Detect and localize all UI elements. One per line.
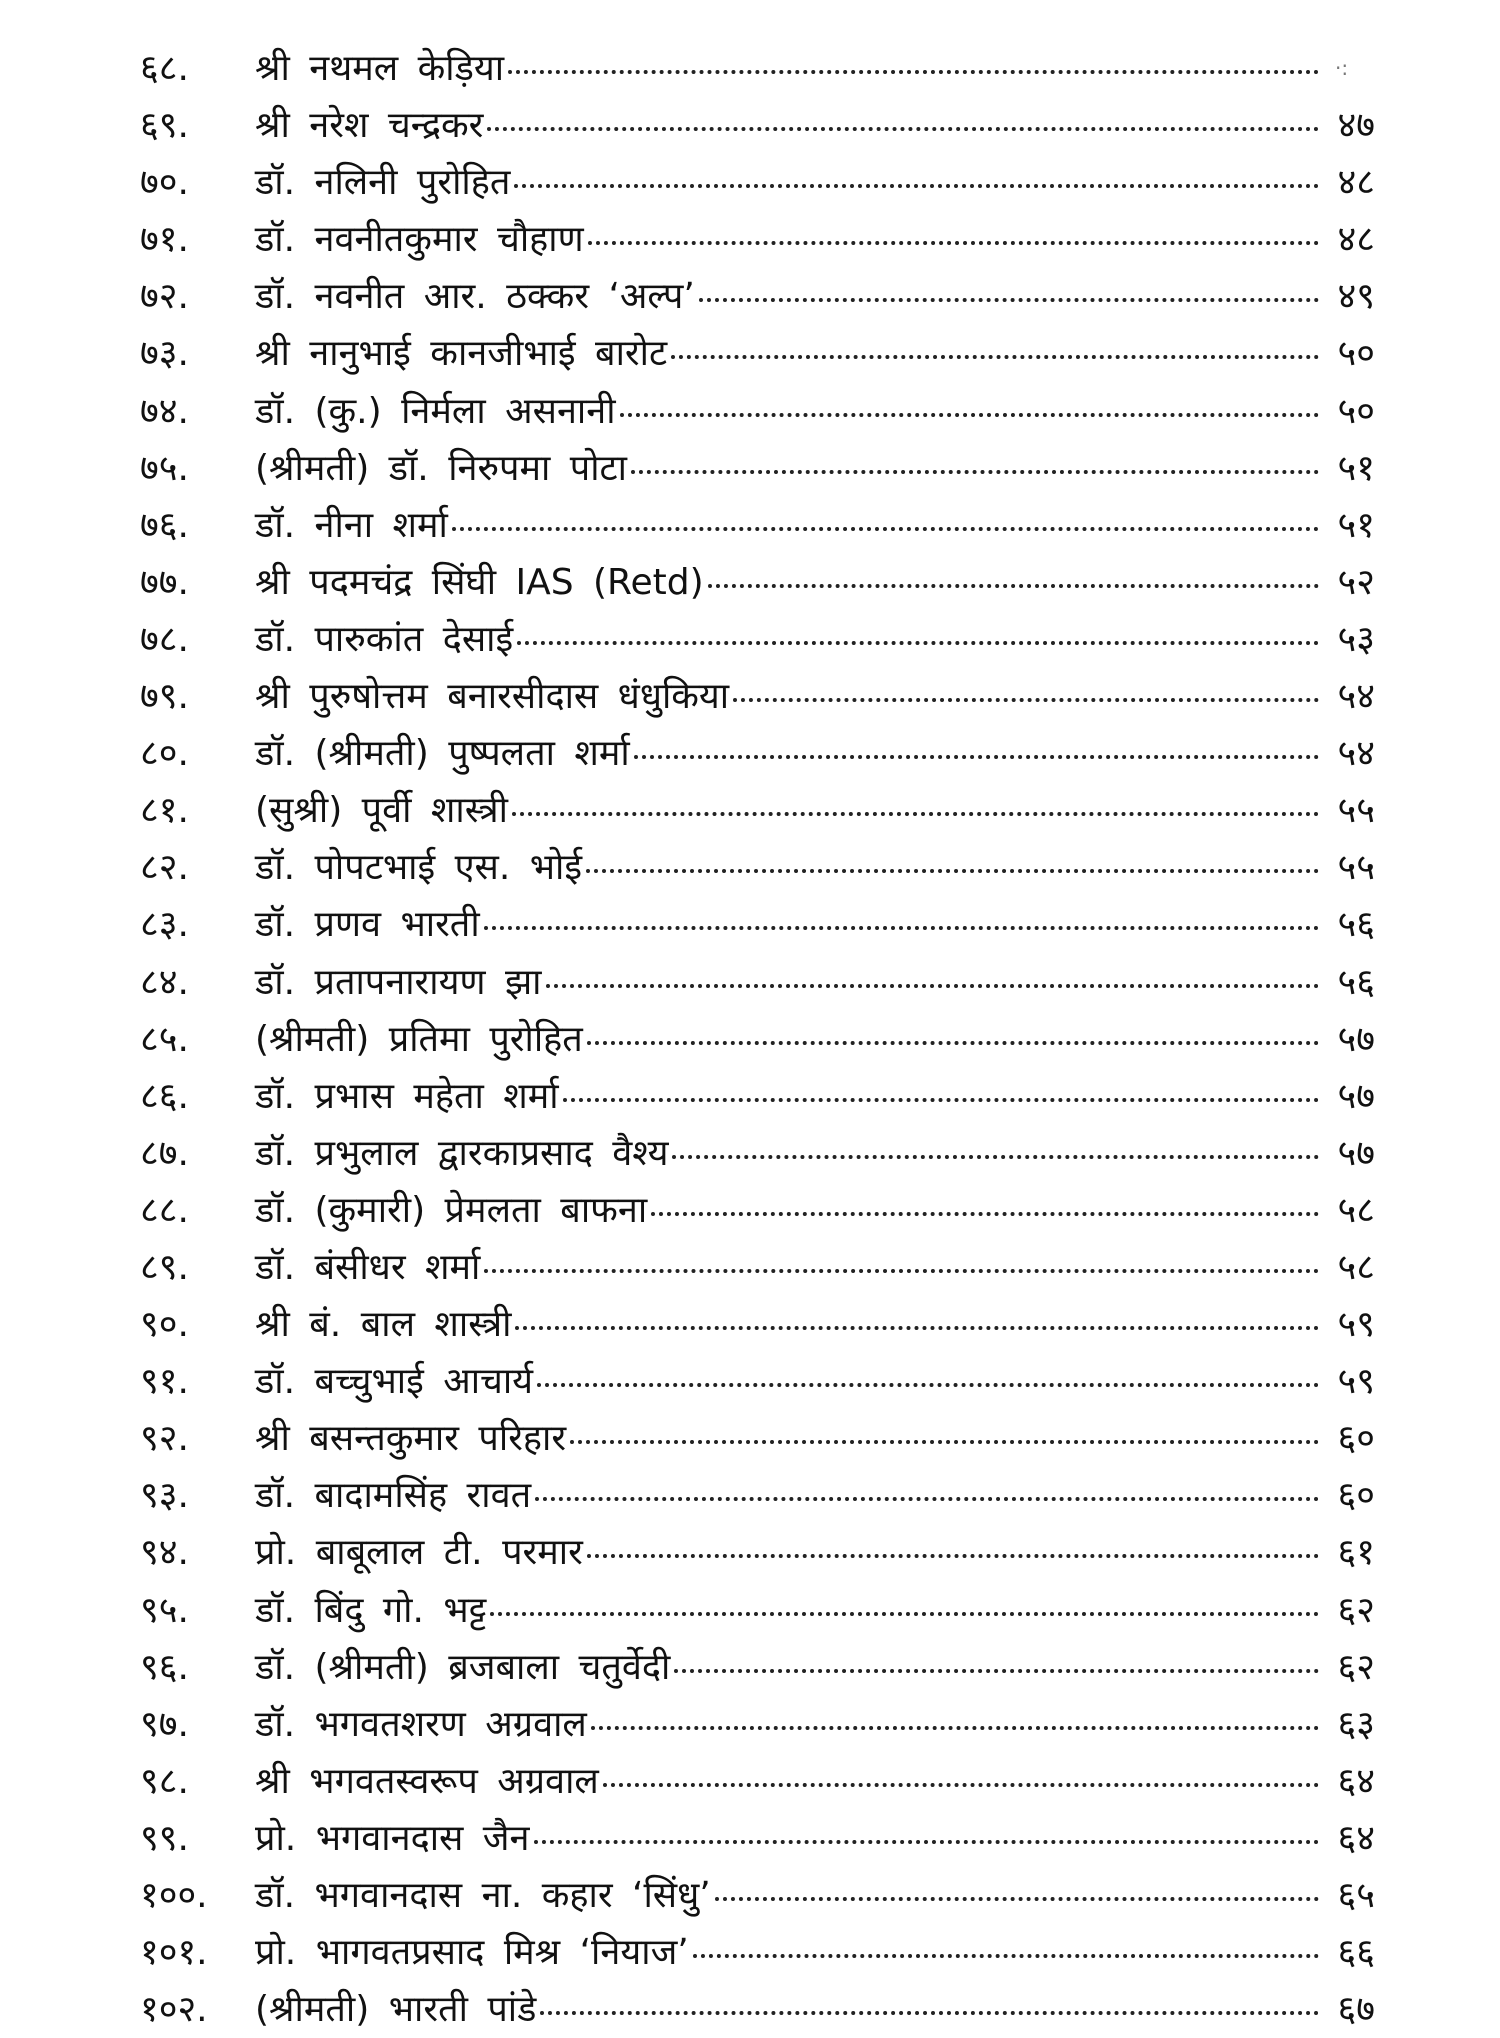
entry-name: डॉ. पारुकांत देसाई xyxy=(255,618,514,660)
dot-leader xyxy=(699,298,1319,302)
entry-page-number: ५६ xyxy=(1337,904,1375,946)
toc-entry xyxy=(140,954,1375,1011)
entry-page-number: ६५ xyxy=(1337,1875,1375,1916)
entry-name: डॉ. बच्चुभाई आचार्य xyxy=(255,1361,534,1403)
entry-number: ७१. xyxy=(140,219,189,261)
entry-name: डॉ. नीना शर्मा xyxy=(255,504,448,546)
entry-number: ८०. xyxy=(140,733,189,775)
entry-number: ७७. xyxy=(140,561,189,603)
toc-entry xyxy=(140,1924,1375,1981)
entry-name: श्री पुरुषोत्तम बनारसीदास धंधुकिया xyxy=(255,676,730,718)
entry-page-number: ६२ xyxy=(1337,1589,1375,1631)
entry-page-number: ६४ xyxy=(1337,1760,1375,1802)
dot-leader xyxy=(587,1041,1319,1045)
toc-entry xyxy=(140,1011,1375,1068)
entry-name: डॉ. (कु.) निर्मला असनानी xyxy=(255,390,616,432)
entry-page-number: ५४ xyxy=(1337,733,1375,775)
entry-page-number: ५३ xyxy=(1337,618,1375,660)
dot-leader xyxy=(631,470,1319,474)
entry-name: प्रो. भगवानदास जैन xyxy=(255,1817,530,1859)
entry-number: ७९. xyxy=(140,676,189,718)
entry-page-number: ६१ xyxy=(1337,1532,1375,1574)
dot-leader xyxy=(540,2011,1319,2015)
entry-name: श्री पदमचंद्र सिंघी IAS (Retd) xyxy=(255,561,704,603)
toc-entry xyxy=(140,1639,1375,1696)
entry-name: श्री भगवतस्वरूप अग्रवाल xyxy=(255,1760,599,1802)
dot-leader xyxy=(603,1783,1319,1787)
dot-leader xyxy=(733,698,1319,702)
entry-page-number: ५० xyxy=(1337,333,1375,375)
toc-entry xyxy=(140,1582,1375,1639)
entry-number: ७२. xyxy=(140,276,189,318)
entry-number: १०१. xyxy=(140,1932,208,1974)
entry-name: डॉ. (श्रीमती) ब्रजबाला चतुर्वेदी xyxy=(255,1646,671,1688)
entry-page-number: ६० xyxy=(1337,1418,1375,1460)
entry-number: ७४. xyxy=(140,390,189,432)
dot-leader xyxy=(452,527,1319,531)
dot-leader xyxy=(546,984,1320,988)
dot-leader xyxy=(512,812,1319,816)
scan-speck: ·: xyxy=(1335,56,1349,80)
toc-entry xyxy=(140,268,1375,325)
toc-entry xyxy=(140,554,1375,611)
entry-number: ८४. xyxy=(140,961,189,1003)
toc-entry xyxy=(140,1981,1375,2038)
dot-leader xyxy=(587,1554,1319,1558)
entry-name: डॉ. नवनीत आर. ठक्कर ‘अल्प’ xyxy=(255,276,695,318)
entry-page-number: ५४ xyxy=(1337,676,1375,718)
entry-number: ९१. xyxy=(140,1361,189,1403)
entry-name: डॉ. नलिनी पुरोहित xyxy=(255,162,511,204)
entry-name: डॉ. (कुमारी) प्रेमलता बाफना xyxy=(255,1189,648,1231)
entry-number: ८६. xyxy=(140,1075,189,1117)
dot-leader xyxy=(591,1726,1319,1730)
entry-name: श्री नरेश चन्द्रकर xyxy=(255,105,484,147)
toc-entry xyxy=(140,611,1375,668)
entry-number: ९४. xyxy=(140,1532,189,1574)
table-of-contents xyxy=(140,40,1375,2038)
entry-name: (श्रीमती) डॉ. निरुपमा पोटा xyxy=(255,447,628,489)
entry-name: डॉ. बादामसिंह रावत xyxy=(255,1475,532,1517)
toc-entry xyxy=(140,1467,1375,1524)
entry-name: (श्रीमती) भारती पांडे xyxy=(255,1989,537,2031)
dot-leader xyxy=(674,1669,1319,1673)
entry-page-number: ५९ xyxy=(1337,1361,1375,1403)
entry-page-number: ५१ xyxy=(1337,447,1375,489)
entry-page-number: ६० xyxy=(1337,1475,1375,1517)
entry-page-number: ५५ xyxy=(1337,790,1375,832)
dot-leader xyxy=(563,1098,1319,1102)
entry-name: श्री नानुभाई कानजीभाई बारोट xyxy=(255,333,668,375)
dot-leader xyxy=(514,184,1319,188)
entry-name: श्री बसन्तकुमार परिहार xyxy=(255,1418,567,1460)
entry-number: ८१. xyxy=(140,790,189,832)
entry-name: डॉ. (श्रीमती) पुष्पलता शर्मा xyxy=(255,733,630,775)
entry-name: (सुश्री) पूर्वी शास्त्री xyxy=(255,790,508,832)
dot-leader xyxy=(708,584,1319,588)
dot-leader xyxy=(484,926,1319,930)
entry-name: प्रो. भागवतप्रसाद मिश्र ‘नियाज’ xyxy=(255,1932,689,1974)
entry-number: ७३. xyxy=(140,333,189,375)
dot-leader xyxy=(672,1155,1319,1159)
entry-page-number: ४८ xyxy=(1337,219,1375,261)
entry-page-number: ५५ xyxy=(1337,847,1375,889)
toc-entry xyxy=(140,1182,1375,1239)
toc-entry xyxy=(140,668,1375,725)
dot-leader xyxy=(537,1383,1319,1387)
entry-name: डॉ. प्रतापनारायण झा xyxy=(255,961,542,1003)
entry-page-number: ६३ xyxy=(1337,1703,1375,1745)
toc-entry xyxy=(140,1296,1375,1353)
entry-page-number: ६६ xyxy=(1337,1932,1375,1974)
toc-entry xyxy=(140,1753,1375,1810)
entry-page-number: ५९ xyxy=(1337,1304,1375,1346)
entry-name: श्री बं. बाल शास्त्री xyxy=(255,1304,512,1346)
entry-number: ७८. xyxy=(140,618,189,660)
toc-entry xyxy=(140,1239,1375,1296)
entry-number: ८७. xyxy=(140,1132,189,1174)
toc-entry xyxy=(140,383,1375,440)
toc-entry xyxy=(140,1353,1375,1410)
entry-page-number: ६२ xyxy=(1337,1646,1375,1688)
entry-page-number: ५८ xyxy=(1337,1189,1375,1231)
dot-leader xyxy=(535,1497,1319,1501)
entry-number: ९२. xyxy=(140,1418,189,1460)
dot-leader xyxy=(534,1840,1319,1844)
toc-entry xyxy=(140,325,1375,382)
entry-name: डॉ. प्रणव भारती xyxy=(255,904,480,946)
dot-leader xyxy=(586,869,1319,873)
toc-entry xyxy=(140,497,1375,554)
dot-leader xyxy=(515,1326,1319,1330)
entry-page-number: ४७ xyxy=(1337,105,1375,147)
dot-leader xyxy=(671,355,1319,359)
entry-name: प्रो. बाबूलाल टी. परमार xyxy=(255,1532,583,1574)
entry-page-number: ६७ xyxy=(1337,1989,1375,2031)
entry-number: ६९. xyxy=(140,105,189,147)
entry-number: १०२. xyxy=(140,1989,208,2031)
entry-page-number: ४९ xyxy=(1337,276,1375,318)
entry-number: ८३. xyxy=(140,904,189,946)
entry-number: ९९. xyxy=(140,1817,189,1859)
entry-name: (श्रीमती) प्रतिमा पुरोहित xyxy=(255,1018,583,1060)
entry-page-number: ५७ xyxy=(1337,1132,1375,1174)
toc-entry xyxy=(140,1068,1375,1125)
entry-name: डॉ. प्रभुलाल द्वारकाप्रसाद वैश्य xyxy=(255,1132,669,1174)
dot-leader xyxy=(508,70,1319,74)
entry-number: ८५. xyxy=(140,1018,189,1060)
entry-name: डॉ. भगवानदास ना. कहार ‘सिंधु’ xyxy=(255,1875,711,1916)
entry-page-number: ५८ xyxy=(1337,1246,1375,1288)
dot-leader xyxy=(517,641,1319,645)
dot-leader xyxy=(634,755,1319,759)
dot-leader xyxy=(570,1440,1319,1444)
entry-name: डॉ. प्रभास महेता शर्मा xyxy=(255,1075,559,1117)
dot-leader xyxy=(484,1269,1319,1273)
dot-leader xyxy=(693,1954,1319,1958)
toc-entry xyxy=(140,440,1375,497)
entry-number: ९३. xyxy=(140,1475,189,1517)
toc-entry xyxy=(140,40,1375,97)
entry-name: डॉ. पोपटभाई एस. भोई xyxy=(255,847,583,889)
entry-name: डॉ. बंसीधर शर्मा xyxy=(255,1246,481,1288)
toc-entry xyxy=(140,1810,1375,1867)
toc-entry xyxy=(140,896,1375,953)
dot-leader xyxy=(715,1897,1319,1901)
dot-leader xyxy=(490,1612,1319,1616)
entry-number: ९७. xyxy=(140,1703,189,1745)
entry-number: ७५. xyxy=(140,447,189,489)
dot-leader xyxy=(620,413,1319,417)
entry-page-number: ५६ xyxy=(1337,961,1375,1003)
toc-entry xyxy=(140,1696,1375,1753)
entry-number: ८२. xyxy=(140,847,189,889)
toc-entry xyxy=(140,1867,1375,1924)
toc-entry xyxy=(140,1125,1375,1182)
entry-number: ७०. xyxy=(140,162,189,204)
entry-number: ९८. xyxy=(140,1760,189,1802)
entry-number: १००. xyxy=(140,1875,208,1916)
entry-number: ९५. xyxy=(140,1589,189,1631)
entry-page-number: ५७ xyxy=(1337,1075,1375,1117)
entry-page-number: ४८ xyxy=(1337,162,1375,204)
entry-number: ८९. xyxy=(140,1246,189,1288)
toc-entry xyxy=(140,211,1375,268)
entry-page-number: ५२ xyxy=(1337,561,1375,603)
toc-entry xyxy=(140,154,1375,211)
entry-page-number: ५१ xyxy=(1337,504,1375,546)
entry-page-number: ५० xyxy=(1337,390,1375,432)
entry-number: ९०. xyxy=(140,1304,189,1346)
dot-leader xyxy=(588,241,1319,245)
entry-number: ७६. xyxy=(140,504,189,546)
entry-page-number: ५७ xyxy=(1337,1018,1375,1060)
entry-number: ९६. xyxy=(140,1646,189,1688)
toc-entry xyxy=(140,1524,1375,1581)
toc-entry xyxy=(140,97,1375,154)
entry-name: डॉ. भगवतशरण अग्रवाल xyxy=(255,1703,587,1745)
toc-entry xyxy=(140,1410,1375,1467)
entry-name: डॉ. नवनीतकुमार चौहाण xyxy=(255,219,584,261)
entry-number: ८८. xyxy=(140,1189,189,1231)
entry-number: ६८. xyxy=(140,48,189,89)
entry-name: डॉ. बिंदु गो. भट्ट xyxy=(255,1589,487,1631)
toc-entry xyxy=(140,725,1375,782)
toc-entry xyxy=(140,782,1375,839)
toc-entry xyxy=(140,839,1375,896)
entry-name: श्री नथमल केड़िया xyxy=(255,48,505,89)
dot-leader xyxy=(651,1212,1319,1216)
entry-page-number: ६४ xyxy=(1337,1817,1375,1859)
dot-leader xyxy=(487,127,1319,131)
